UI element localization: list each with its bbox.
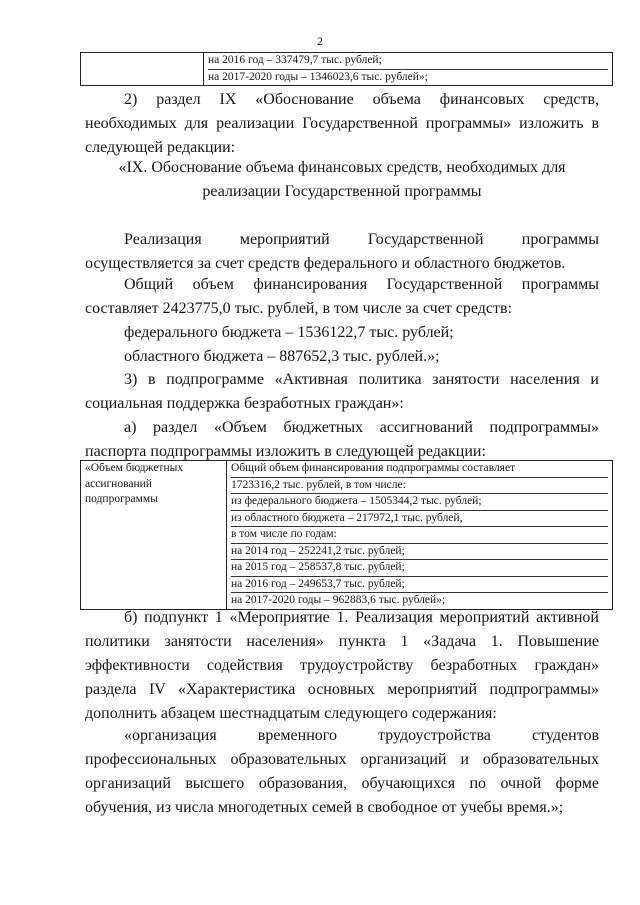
passport-line: на 2015 год – 258537,8 тыс. рублей; <box>231 560 608 577</box>
passport-line: на 2016 год – 249653,7 тыс. рублей; <box>231 577 608 594</box>
top-table-line: на 2016 год – 337479,7 тыс. рублей; <box>208 53 608 70</box>
passport-content-cell <box>227 461 613 610</box>
paragraph-item-b: б) подпункт 1 «Мероприятие 1. Реализация мероприятий активной политики занятости населения» пункта 1 «Задача 1. Повышение эффективности содействия трудоустройству безработных граждан» раздела IV «Характеристика основных мероприятий подпрограммы» дополнить абзацем шестнадцатым следующего содержания: <box>85 609 599 722</box>
passport-line: из областного бюджета – 217972,1 тыс. рублей, <box>231 511 608 528</box>
top-table-line: на 2017-2020 годы – 1346023,6 тыс. рублей»; <box>208 70 428 83</box>
paragraph-item-3: 3) в подпрограмме «Активная политика занятости населения и социальная поддержка безработных граждан»: <box>85 371 599 412</box>
paragraph-item-2: 2) раздел IX «Обоснование объема финансовых средств, необходимых для реализации Государственной программы» изложить в следующей редакции: <box>85 91 599 156</box>
section-heading: «IX. Обоснование объема финансовых средств, необходимых для реализации Государственной программы <box>118 159 566 200</box>
passport-line: в том числе по годам: <box>231 527 608 544</box>
top-table-label-cell <box>81 53 204 86</box>
paragraph-regional-budget: областного бюджета – 887652,3 тыс. рублей.»; <box>124 348 440 365</box>
paragraph-item-a: а) раздел «Объем бюджетных ассигнований подпрограммы» паспорта подпрограммы изложить в следующей редакции: <box>85 419 599 460</box>
paragraph-federal-budget: федерального бюджета – 1536122,7 тыс. рублей; <box>124 324 454 341</box>
page-number: 2 <box>317 34 323 48</box>
passport-line: Общий объем финансирования подпрограммы составляет <box>231 461 608 478</box>
passport-line: 1723316,2 тыс. рублей, в том числе: <box>231 478 608 495</box>
paragraph-implementation: Реализация мероприятий Государственной программы осуществляется за счет средств федерального и областного бюджетов. <box>85 231 599 272</box>
passport-line: на 2014 год – 252241,2 тыс. рублей; <box>231 544 608 561</box>
passport-line: на 2017-2020 годы – 962883,6 тыс. рублей»; <box>231 594 446 606</box>
top-table-content-cell <box>204 53 613 86</box>
paragraph-total-funding: Общий объем финансирования Государственной программы составляет 2423775,0 тыс. рублей, в том числе за счет средств: <box>85 276 599 317</box>
paragraph-quoted-addition: «организация временного трудоустройства студентов профессиональных образовательных организаций и образовательных организаций высшего образования, обучающихся по очной форме обучения, из числа многодетных семей в свободное от учебы время.»; <box>85 727 599 816</box>
passport-line: из федерального бюджета – 1505344,2 тыс. рублей; <box>231 494 608 511</box>
top-continuation-table <box>80 52 613 86</box>
passport-label-cell: «Объем бюджетных ассигнований подпрограммы <box>81 461 227 610</box>
passport-funding-table <box>80 460 613 610</box>
